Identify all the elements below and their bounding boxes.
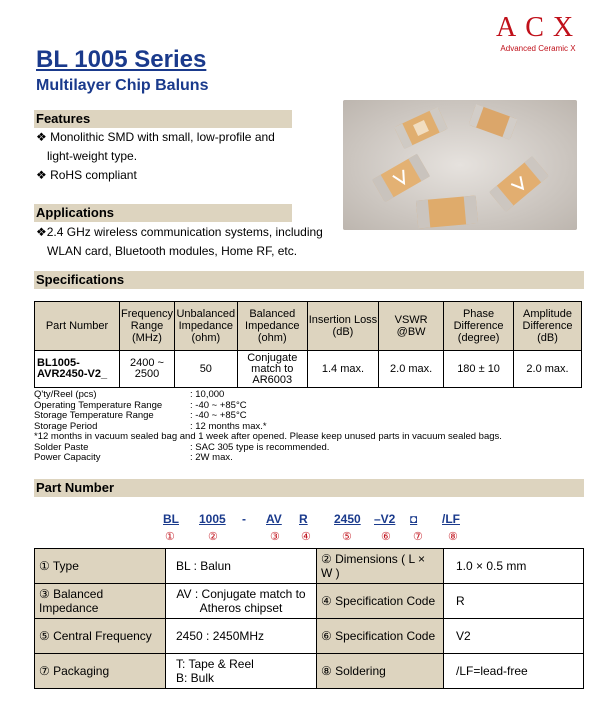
pn-index: ⑤ (342, 531, 352, 543)
spec-header: Balanced Impedance (ohm) (237, 302, 307, 351)
spec-cell: 2.0 max. (379, 351, 444, 388)
spec-cell: 50 (174, 351, 237, 388)
pn-table-row (35, 584, 584, 619)
spec-cell: 2.0 max. (513, 351, 581, 388)
note-label: Storage Temperature Range (34, 410, 154, 421)
note-label: Storage Period (34, 420, 98, 432)
feature-item: light-weight type. (47, 149, 138, 163)
pn-key: ① Type (35, 549, 166, 584)
features-heading: Features (34, 110, 292, 128)
logo-subtitle: Advanced Ceramic X (500, 44, 576, 53)
pn-table-row (35, 654, 584, 689)
note-value: : -40 ~ +85°C (190, 399, 247, 411)
pn-key: ⑤ Central Frequency (35, 619, 166, 654)
pn-key: ③ Balanced Impedance (35, 584, 166, 619)
note-value: : SAC 305 type is recommended. (190, 441, 330, 453)
note-value: : -40 ~ +85°C (190, 410, 247, 421)
note-label: Operating Temperature Range (34, 399, 163, 411)
pn-code-version: –V2 (374, 512, 396, 526)
specifications-table (34, 301, 582, 388)
note-value: : 10,000 (190, 389, 225, 400)
pn-value: R (444, 584, 584, 619)
pn-code-frequency: 2450 (334, 512, 361, 526)
pn-index: ⑥ (381, 531, 391, 543)
spec-cell: BL1005-AVR2450-V2_ (35, 351, 120, 388)
pn-value: 2450 : 2450MHz (166, 619, 317, 654)
pn-code-soldering: /LF (442, 512, 460, 526)
logo-text: ACX (496, 12, 583, 43)
pn-value: V2 (444, 619, 584, 654)
spec-header: Insertion Loss (dB) (307, 302, 378, 351)
spec-cell: Conjugate match to AR6003 (237, 351, 307, 388)
note-value: : 2W max. (190, 452, 233, 463)
feature-item: ❖ Monolithic SMD with small, low-profile and (36, 130, 275, 144)
part-number-table (34, 548, 584, 689)
spec-header: Amplitude Difference (dB) (513, 302, 581, 351)
application-item: ❖2.4 GHz wireless communication systems, including (36, 225, 323, 239)
spec-header: Frequency Range (MHz) (120, 302, 175, 351)
note-footnote: *12 months in vacuum sealed bag and 1 week after opened. Please keep unused parts in vacuum sealed bags. (34, 431, 502, 442)
applications-heading: Applications (34, 204, 292, 222)
spec-cell: 1.4 max. (307, 351, 378, 388)
spec-header: Part Number (35, 302, 120, 351)
product-photo (343, 100, 577, 230)
pn-code-bl: BL (163, 512, 179, 526)
pn-value: T: Tape & Reel B: Bulk (166, 654, 317, 689)
pn-code-spec: R (299, 512, 308, 526)
pn-code-dash: - (242, 512, 246, 526)
note-label: Solder Paste (34, 441, 89, 453)
pn-code-impedance: AV (266, 512, 282, 526)
spec-cell: 180 ± 10 (444, 351, 514, 388)
spec-header: Unbalanced Impedance (ohm) (174, 302, 237, 351)
note-label: Q'ty/Reel (pcs) (34, 389, 97, 400)
page-title: BL 1005 Series (36, 46, 207, 73)
spec-header: VSWR @BW (379, 302, 444, 351)
pn-index: ③ (270, 531, 280, 543)
pn-key: ⑥ Specification Code (317, 619, 444, 654)
pn-value: 1.0 × 0.5 mm (444, 549, 584, 584)
pn-key: ⑧ Soldering (317, 654, 444, 689)
pn-index: ① (165, 531, 175, 543)
pn-value: /LF=lead-free (444, 654, 584, 689)
pn-key: ④ Specification Code (317, 584, 444, 619)
pn-table-row (35, 619, 584, 654)
pn-value: AV : Conjugate match to Atheros chipset (166, 584, 317, 619)
page-subtitle: Multilayer Chip Baluns (36, 77, 209, 94)
pn-code-packaging: ◘ (410, 512, 418, 526)
note-label: Power Capacity (34, 452, 101, 463)
spec-header: Phase Difference (degree) (444, 302, 514, 351)
pn-index: ⑦ (413, 531, 423, 543)
pn-value: BL : Balun (166, 549, 317, 584)
note-value: : 12 months max.* (190, 420, 267, 432)
acx-logo (496, 12, 583, 58)
pn-key: ② Dimensions ( L × W ) (317, 549, 444, 584)
feature-item: ❖ RoHS compliant (36, 168, 137, 182)
part-number-heading: Part Number (34, 479, 584, 497)
spec-header-row (35, 302, 582, 351)
spec-data-row (35, 351, 582, 388)
application-item: WLAN card, Bluetooth modules, Home RF, etc. (47, 244, 298, 258)
spec-cell: 2400 ~ 2500 (120, 351, 175, 388)
pn-key: ⑦ Packaging (35, 654, 166, 689)
pn-index: ④ (301, 531, 311, 543)
specifications-heading: Specifications (34, 271, 584, 289)
pn-index: ② (208, 531, 218, 543)
pn-table-row (35, 549, 584, 584)
pn-index: ⑧ (448, 531, 458, 543)
pn-code-size: 1005 (199, 512, 226, 526)
